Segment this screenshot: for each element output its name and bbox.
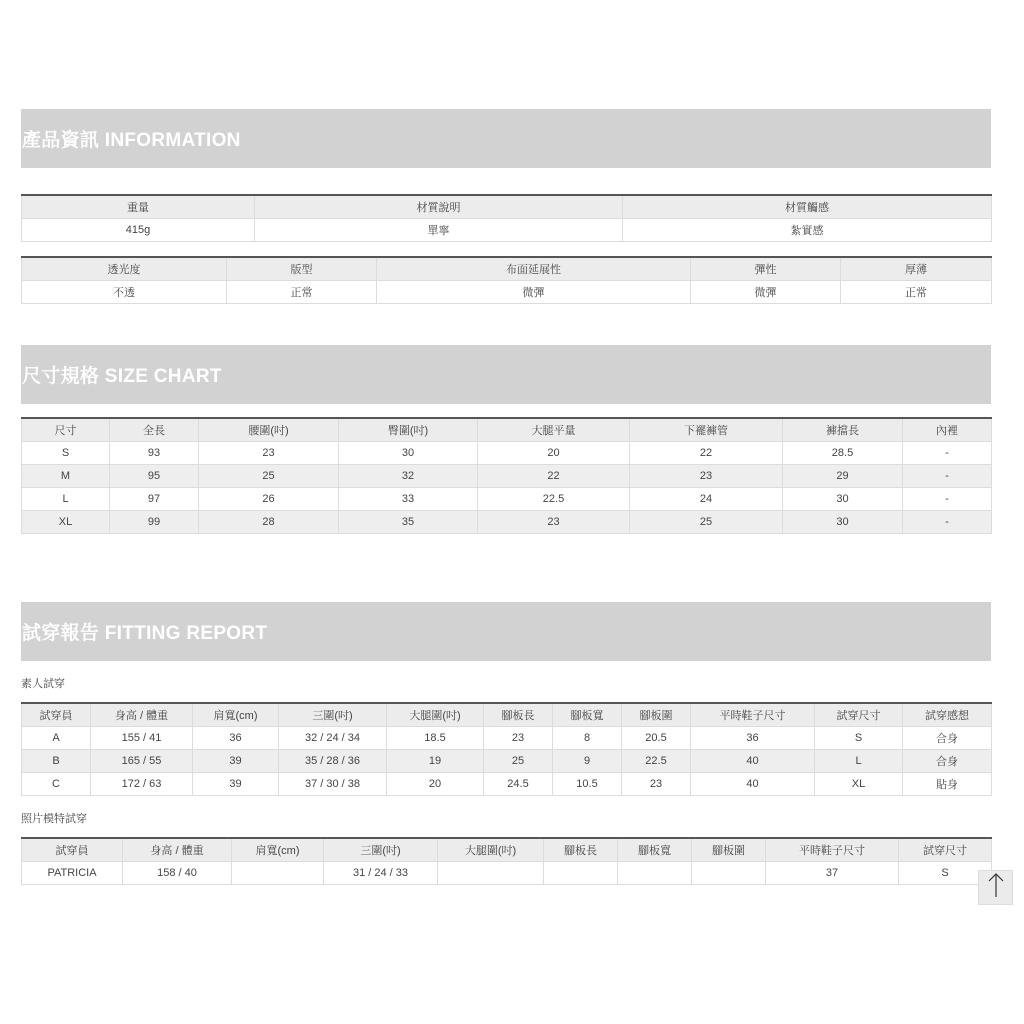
- column-header: 內裡: [903, 418, 992, 442]
- table-cell: S: [22, 442, 110, 465]
- header-row: [22, 418, 992, 442]
- table-cell: 31 / 24 / 33: [324, 862, 438, 885]
- table-row: [22, 750, 992, 773]
- table-row: [22, 511, 992, 534]
- column-header: 重量: [22, 195, 255, 219]
- table-row: [22, 442, 992, 465]
- table-cell: 28: [199, 511, 339, 534]
- header-row: [22, 195, 992, 219]
- table-row: [22, 465, 992, 488]
- column-header: 三圍(吋): [324, 838, 438, 862]
- column-header: 三圍(吋): [279, 703, 387, 727]
- table-row: [22, 281, 992, 304]
- size-chart-title: 尺寸規格 SIZE CHART: [21, 345, 991, 404]
- table-cell: M: [22, 465, 110, 488]
- table-cell: PATRICIA: [22, 862, 123, 885]
- product-info-title: 產品資訊 INFORMATION: [21, 109, 991, 168]
- column-header: 試穿尺寸: [899, 838, 992, 862]
- column-header: 厚薄: [841, 257, 992, 281]
- table-cell: 30: [783, 511, 903, 534]
- table-cell: 20: [478, 442, 630, 465]
- column-header: 身高 / 體重: [123, 838, 232, 862]
- table-cell: 39: [193, 773, 279, 796]
- table-cell: 單寧: [255, 219, 623, 242]
- table-row: [22, 862, 992, 885]
- table-cell: 19: [387, 750, 484, 773]
- column-header: 全長: [110, 418, 199, 442]
- column-header: 腳板寬: [618, 838, 692, 862]
- table-cell: 22.5: [622, 750, 691, 773]
- column-header: 布面延展性: [377, 257, 691, 281]
- column-header: 材質觸感: [623, 195, 992, 219]
- table-cell: [618, 862, 692, 885]
- table-cell: L: [22, 488, 110, 511]
- column-header: 下襬褲管: [630, 418, 783, 442]
- table-cell: 24.5: [484, 773, 553, 796]
- column-header: 大腿圍(吋): [387, 703, 484, 727]
- column-header: 彈性: [691, 257, 841, 281]
- table-cell: [544, 862, 618, 885]
- table-cell: -: [903, 488, 992, 511]
- column-header: 試穿尺寸: [815, 703, 903, 727]
- table-cell: -: [903, 465, 992, 488]
- column-header: 腳板長: [544, 838, 618, 862]
- column-header: 肩寬(cm): [232, 838, 324, 862]
- table-cell: S: [899, 862, 992, 885]
- header-row: [22, 703, 992, 727]
- table-cell: 合身: [903, 750, 992, 773]
- column-header: 版型: [227, 257, 377, 281]
- amateur-fitting-label: 素人試穿: [21, 678, 65, 690]
- table-cell: -: [903, 442, 992, 465]
- table-cell: 22: [478, 465, 630, 488]
- table-cell: 20.5: [622, 727, 691, 750]
- column-header: 大腿圍(吋): [438, 838, 544, 862]
- table-cell: [438, 862, 544, 885]
- table-cell: XL: [22, 511, 110, 534]
- table-cell: 26: [199, 488, 339, 511]
- column-header: 平時鞋子尺寸: [691, 703, 815, 727]
- table-cell: 25: [630, 511, 783, 534]
- table-cell: 30: [339, 442, 478, 465]
- table-cell: 25: [484, 750, 553, 773]
- table-cell: 紮實感: [623, 219, 992, 242]
- table-cell: 165 / 55: [91, 750, 193, 773]
- column-header: 腳板圍: [622, 703, 691, 727]
- table-row: [22, 773, 992, 796]
- table-cell: -: [903, 511, 992, 534]
- table-cell: 9: [553, 750, 622, 773]
- column-header: 平時鞋子尺寸: [766, 838, 899, 862]
- arrow-up-icon: [987, 872, 1005, 903]
- column-header: 身高 / 體重: [91, 703, 193, 727]
- table-cell: 23: [484, 727, 553, 750]
- table-cell: B: [22, 750, 91, 773]
- table-cell: 37: [766, 862, 899, 885]
- table-cell: 99: [110, 511, 199, 534]
- table-row: [22, 488, 992, 511]
- table-cell: 415g: [22, 219, 255, 242]
- table-cell: 39: [193, 750, 279, 773]
- table-row: [22, 219, 992, 242]
- table-cell: 172 / 63: [91, 773, 193, 796]
- table-cell: 158 / 40: [123, 862, 232, 885]
- table-cell: 33: [339, 488, 478, 511]
- column-header: 臀圍(吋): [339, 418, 478, 442]
- table-cell: 28.5: [783, 442, 903, 465]
- table-row: [22, 727, 992, 750]
- column-header: 試穿感想: [903, 703, 992, 727]
- table-cell: 37 / 30 / 38: [279, 773, 387, 796]
- table-cell: 32 / 24 / 34: [279, 727, 387, 750]
- product-info-table-2: [21, 256, 992, 304]
- table-cell: 36: [691, 727, 815, 750]
- table-cell: 不透: [22, 281, 227, 304]
- table-cell: 155 / 41: [91, 727, 193, 750]
- table-cell: 10.5: [553, 773, 622, 796]
- size-chart-table: [21, 417, 992, 534]
- table-cell: 30: [783, 488, 903, 511]
- column-header: 褲擋長: [783, 418, 903, 442]
- header-row: [22, 838, 992, 862]
- table-cell: 40: [691, 750, 815, 773]
- table-cell: 35 / 28 / 36: [279, 750, 387, 773]
- back-to-top-button[interactable]: [978, 870, 1013, 905]
- table-cell: 23: [622, 773, 691, 796]
- product-info-table-1: [21, 194, 992, 242]
- column-header: 材質說明: [255, 195, 623, 219]
- header-row: [22, 257, 992, 281]
- table-cell: 29: [783, 465, 903, 488]
- table-cell: 35: [339, 511, 478, 534]
- table-cell: 貼身: [903, 773, 992, 796]
- column-header: 腳板長: [484, 703, 553, 727]
- table-cell: 20: [387, 773, 484, 796]
- table-cell: 95: [110, 465, 199, 488]
- table-cell: 微彈: [377, 281, 691, 304]
- table-cell: 25: [199, 465, 339, 488]
- table-cell: 40: [691, 773, 815, 796]
- table-cell: [692, 862, 766, 885]
- table-cell: 32: [339, 465, 478, 488]
- column-header: 腳板圍: [692, 838, 766, 862]
- table-cell: 8: [553, 727, 622, 750]
- table-cell: 23: [199, 442, 339, 465]
- table-cell: S: [815, 727, 903, 750]
- model-fitting-table: [21, 837, 992, 885]
- model-fitting-label: 照片模特試穿: [21, 813, 87, 825]
- table-cell: 微彈: [691, 281, 841, 304]
- column-header: 試穿員: [22, 703, 91, 727]
- table-cell: 36: [193, 727, 279, 750]
- column-header: 腳板寬: [553, 703, 622, 727]
- column-header: 腰圍(吋): [199, 418, 339, 442]
- amateur-fitting-table: [21, 702, 992, 796]
- table-cell: 23: [478, 511, 630, 534]
- table-cell: C: [22, 773, 91, 796]
- table-cell: 18.5: [387, 727, 484, 750]
- table-cell: 24: [630, 488, 783, 511]
- table-cell: 22.5: [478, 488, 630, 511]
- table-cell: 93: [110, 442, 199, 465]
- table-cell: L: [815, 750, 903, 773]
- column-header: 大腿平量: [478, 418, 630, 442]
- table-cell: [232, 862, 324, 885]
- table-cell: 正常: [227, 281, 377, 304]
- table-cell: 合身: [903, 727, 992, 750]
- table-cell: 23: [630, 465, 783, 488]
- fitting-report-title: 試穿報告 FITTING REPORT: [21, 602, 991, 661]
- column-header: 尺寸: [22, 418, 110, 442]
- column-header: 肩寬(cm): [193, 703, 279, 727]
- table-cell: 97: [110, 488, 199, 511]
- table-cell: 22: [630, 442, 783, 465]
- column-header: 試穿員: [22, 838, 123, 862]
- table-cell: XL: [815, 773, 903, 796]
- column-header: 透光度: [22, 257, 227, 281]
- table-cell: A: [22, 727, 91, 750]
- table-cell: 正常: [841, 281, 992, 304]
